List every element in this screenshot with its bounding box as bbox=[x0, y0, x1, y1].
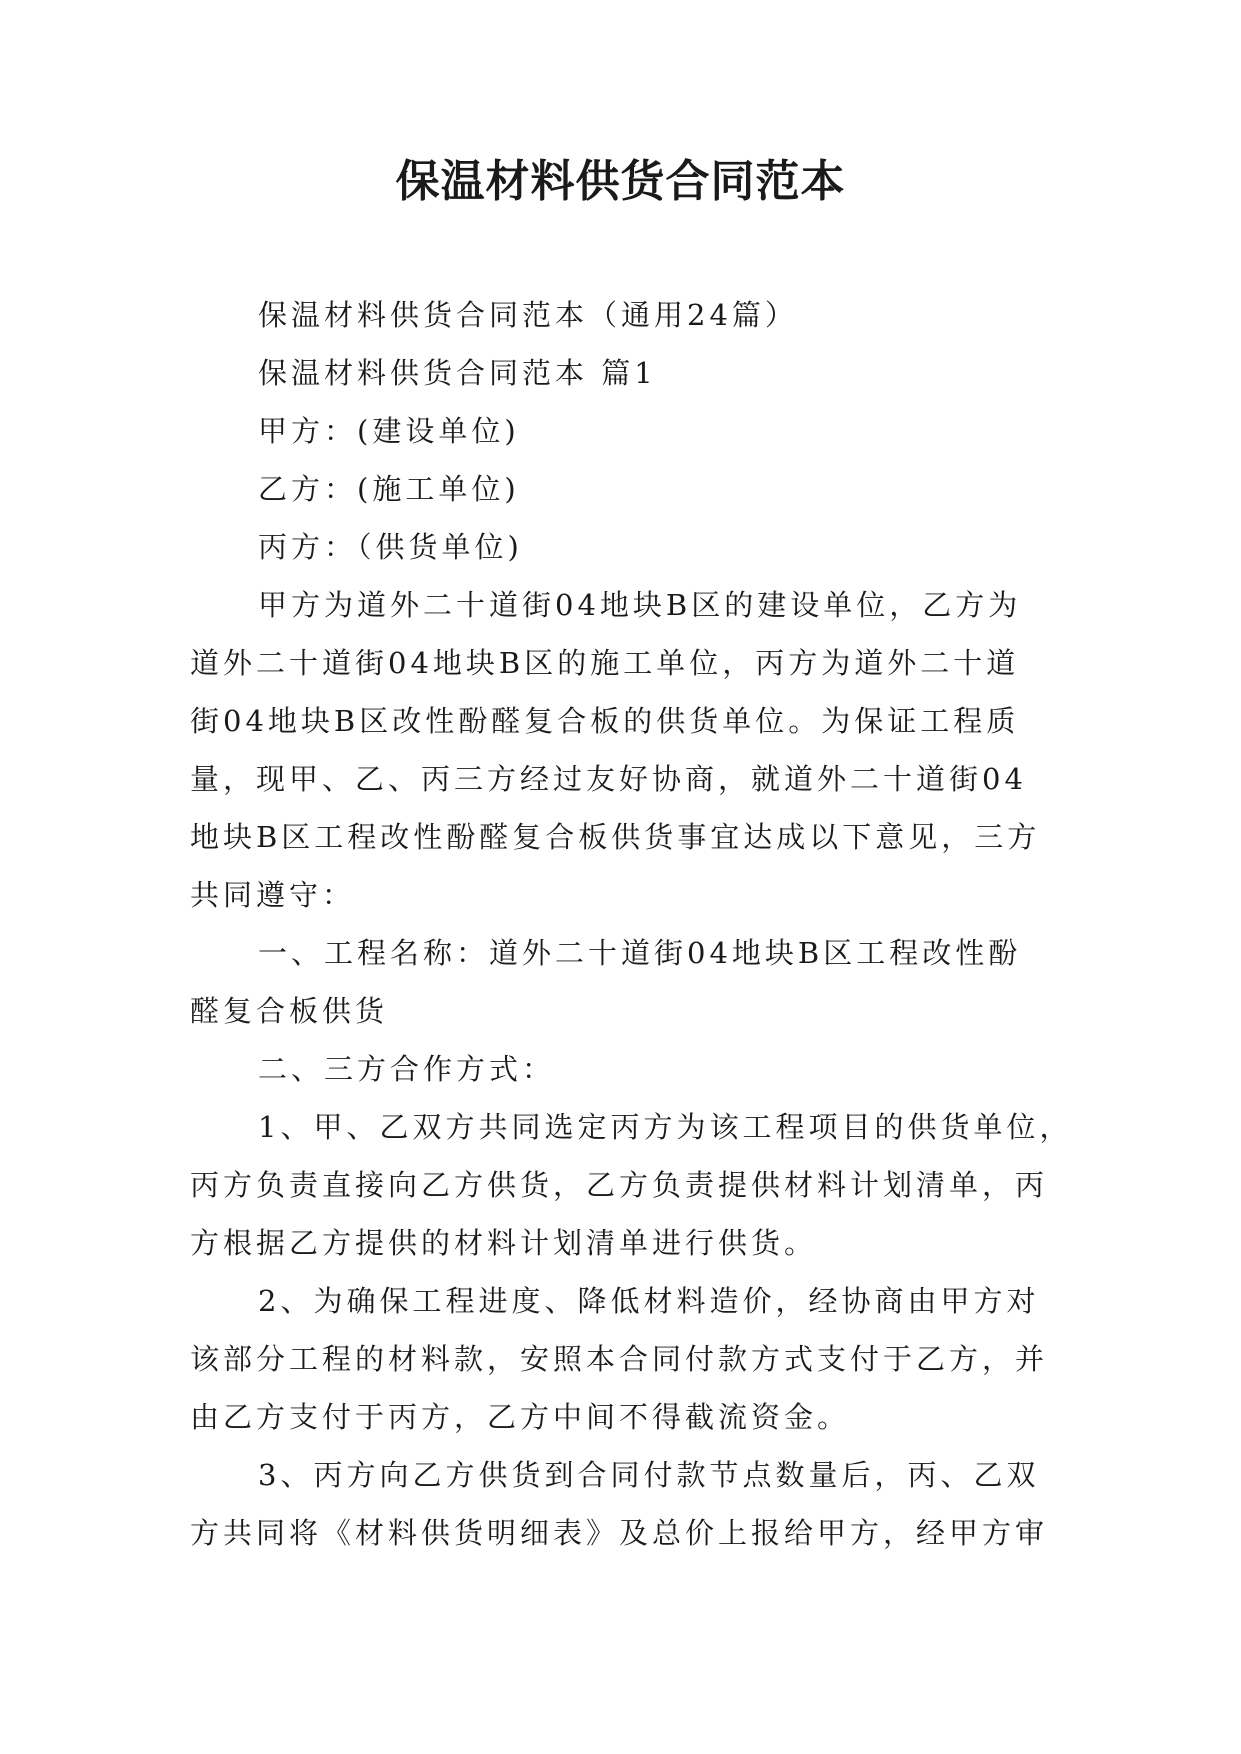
paragraph-line: 方根据乙方提供的材料计划清单进行供货。 bbox=[190, 1226, 818, 1260]
paragraph-line: 量，现甲、乙、丙三方经过友好协商，就道外二十道街04 bbox=[190, 762, 1027, 796]
paragraph-line: 一、工程名称：道外二十道街04地块B区工程改性酚 bbox=[258, 936, 1022, 970]
paragraph-line: 道外二十道街04地块B区的施工单位，丙方为道外二十道 bbox=[190, 646, 1020, 680]
paragraph-line: 1、甲、乙双方共同选定丙方为该工程项目的供货单位， bbox=[258, 1110, 1073, 1144]
paragraph-line: 丙方：（供货单位) bbox=[258, 530, 523, 564]
paragraph-line: 该部分工程的材料款，安照本合同付款方式支付于乙方，并 bbox=[190, 1342, 1049, 1376]
paragraph-line: 甲方：(建设单位) bbox=[258, 414, 520, 448]
paragraph-line: 醛复合板供货 bbox=[190, 994, 389, 1028]
paragraph-line: 由乙方支付于丙方，乙方中间不得截流资金。 bbox=[190, 1400, 851, 1434]
paragraph-line: 二、三方合作方式： bbox=[258, 1052, 556, 1086]
paragraph-line: 共同遵守： bbox=[190, 878, 356, 912]
paragraph-line: 3、丙方向乙方供货到合同付款节点数量后，丙、乙双 bbox=[258, 1458, 1040, 1492]
document-body bbox=[190, 286, 1073, 1562]
paragraph-line: 乙方：(施工单位) bbox=[258, 472, 520, 506]
paragraph-line: 方共同将《材料供货明细表》及总价上报给甲方，经甲方审 bbox=[190, 1516, 1049, 1550]
paragraph-line: 保温材料供货合同范本（通用24篇） bbox=[258, 298, 798, 332]
paragraph-line: 保温材料供货合同范本 篇1 bbox=[258, 356, 657, 390]
paragraph-line: 甲方为道外二十道街04地块B区的建设单位，乙方为 bbox=[258, 588, 1022, 622]
paragraph-line: 街04地块B区改性酚醛复合板的供货单位。为保证工程质 bbox=[190, 704, 1020, 738]
paragraph-line: 丙方负责直接向乙方供货，乙方负责提供材料计划清单，丙 bbox=[190, 1168, 1049, 1202]
paragraph-line: 地块B区工程改性酚醛复合板供货事宜达成以下意见，三方 bbox=[190, 820, 1041, 854]
paragraph-line: 2、为确保工程进度、降低材料造价，经协商由甲方对 bbox=[258, 1284, 1040, 1318]
document-title: 保温材料供货合同范本 bbox=[395, 156, 846, 207]
